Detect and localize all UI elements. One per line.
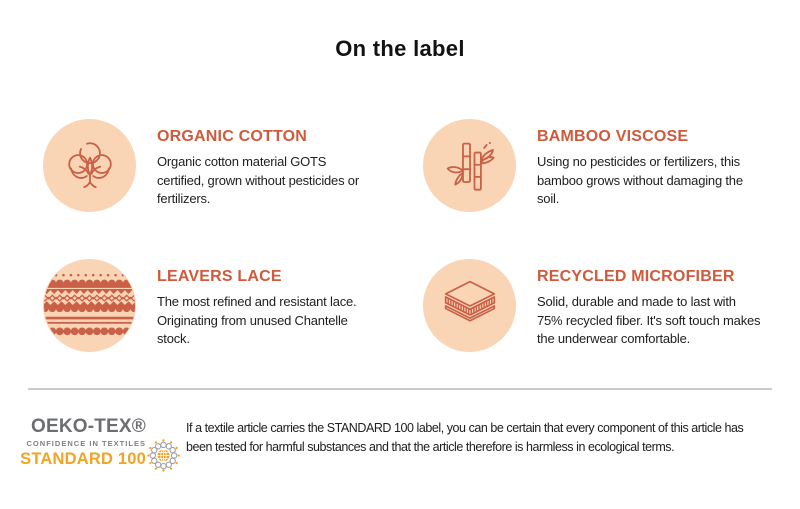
bamboo-viscose-badge bbox=[423, 119, 516, 212]
feature-title: RECYCLED MICROFIBER bbox=[537, 268, 735, 285]
feature-description: Using no pesticides or fertilizers, this bamboo grows without damaging the soil. bbox=[537, 154, 743, 206]
feature-leavers-lace bbox=[43, 259, 361, 352]
organic-cotton-badge bbox=[43, 119, 136, 212]
layered-fabric-icon bbox=[438, 274, 502, 338]
certification-description: If a textile article carries the STANDARD 100 label, you can be certain that every component of this article has been tested for harmful substances and that the article therefore is harmless in ecological terms. bbox=[186, 421, 744, 454]
lace-pattern-icon bbox=[43, 259, 136, 352]
feature-description: The most refined and resistant lace. Originating from unused Chantelle stock. bbox=[157, 294, 357, 346]
feature-title: LEAVERS LACE bbox=[157, 268, 282, 285]
cotton-boll-icon bbox=[58, 134, 122, 198]
section-divider bbox=[28, 388, 772, 390]
oeko-tex-flower-icon bbox=[145, 437, 182, 474]
page-title: On the label bbox=[335, 36, 465, 61]
oeko-tex-logo bbox=[20, 416, 146, 469]
bamboo-icon bbox=[438, 134, 502, 198]
oeko-tex-brand: OEKO-TEX® bbox=[30, 416, 146, 437]
feature-bamboo-viscose bbox=[423, 119, 763, 212]
feature-description: Solid, durable and made to last with 75% recycled fiber. It's soft touch makes the underwear comfortable. bbox=[537, 294, 761, 346]
feature-title: BAMBOO VISCOSE bbox=[537, 128, 689, 145]
oeko-tex-standard: STANDARD 100 bbox=[20, 450, 146, 468]
feature-recycled-microfiber bbox=[423, 259, 763, 352]
recycled-microfiber-badge bbox=[423, 259, 516, 352]
leavers-lace-badge bbox=[43, 259, 136, 352]
feature-title: ORGANIC COTTON bbox=[157, 128, 308, 145]
feature-description: Organic cotton material GOTS certified, grown without pesticides or fertilizers. bbox=[157, 154, 359, 206]
feature-organic-cotton bbox=[43, 119, 361, 212]
oeko-tex-tagline: CONFIDENCE IN TEXTILES bbox=[26, 439, 146, 448]
